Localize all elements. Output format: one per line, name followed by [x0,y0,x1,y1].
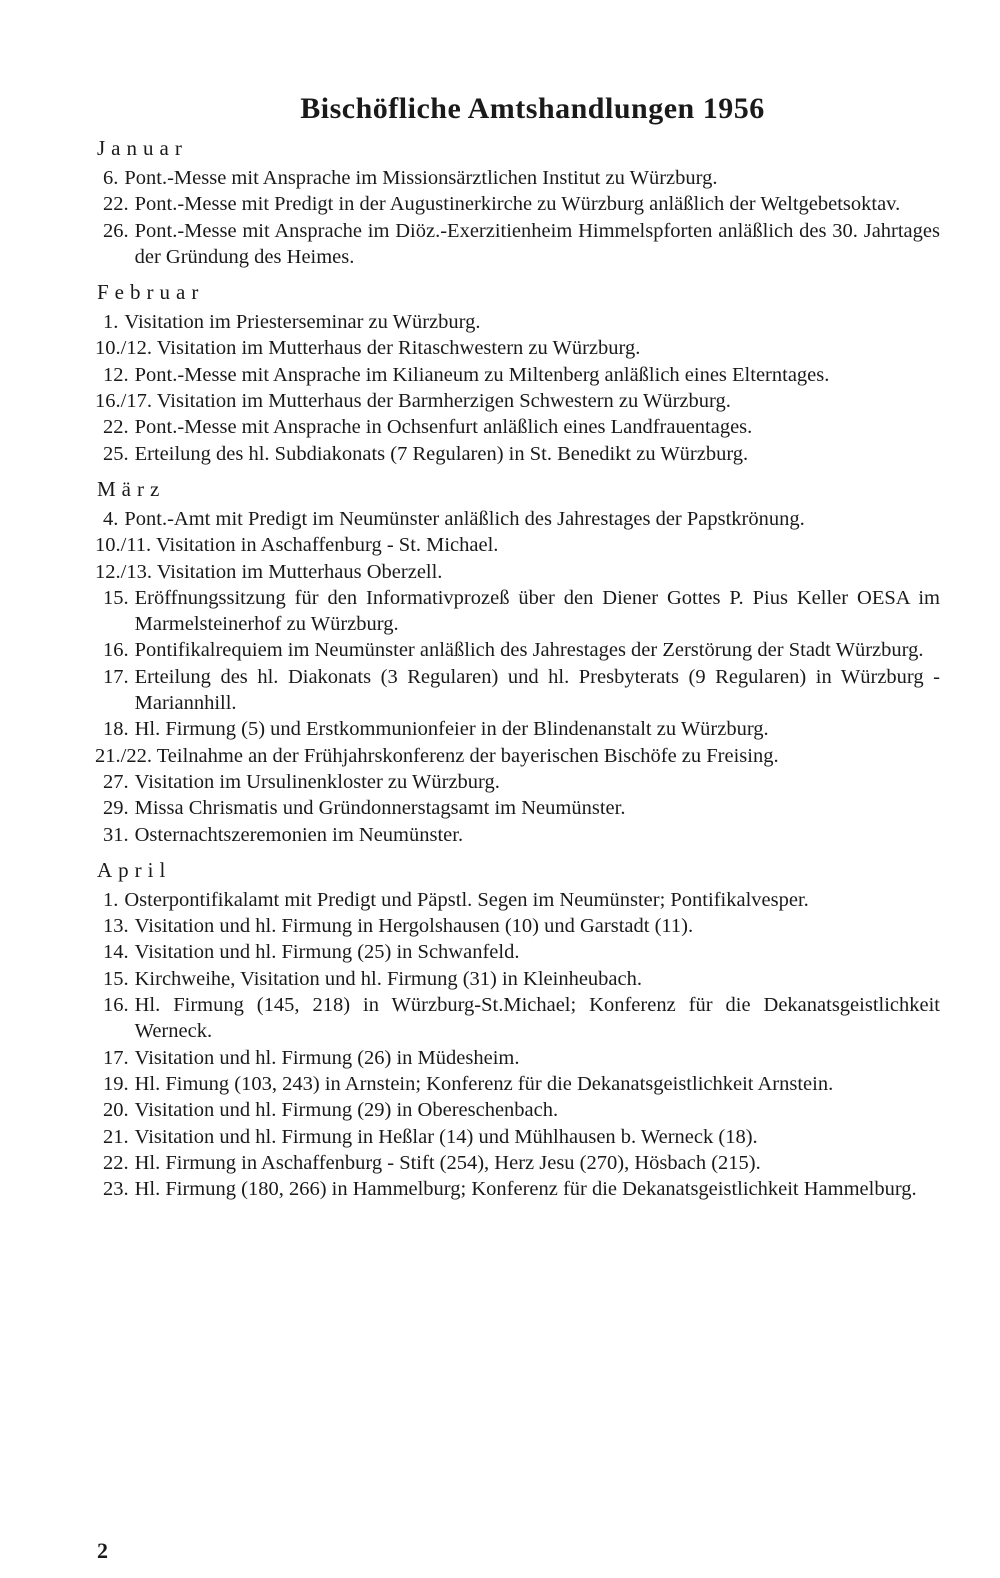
entry-text: Visitation im Ursulinenkloster zu Würzburg. [134,770,500,793]
entry-date: 22. [103,193,129,216]
entry-date: 12./13. [95,560,152,583]
entry-text: Visitation und hl. Firmung in Heßlar (14) und Mühlhausen b. Werneck (18). [134,1125,758,1148]
entry-text: Visitation und hl. Firmung (29) in Obereschenbach. [134,1099,559,1122]
entry-text: Hl. Firmung (180, 266) in Hammelburg; Konferenz für die Dekanatsgeistlichkeit Hammelburg. [134,1178,917,1201]
month-section [95,856,940,1203]
entry-date: 31. [103,823,129,846]
entry-item [95,716,940,742]
entry-item [95,1150,940,1176]
entry-item [95,664,940,717]
entry-date: 16. [103,994,129,1017]
entry-date: 20. [103,1099,129,1122]
entry-date: 1. [103,888,119,911]
month-heading: März [97,476,166,501]
entry-date: 13. [103,915,129,938]
entry-text: Pont.-Messe mit Ansprache im Kilianeum zu Miltenberg anläßlich eines Elterntages. [134,363,830,386]
entry-date: 10./11. [95,534,152,557]
month-section [95,278,940,467]
entry-item [95,309,940,335]
entry-text: Pont.-Messe mit Ansprache in Ochsenfurt anläßlich eines Landfrauentages. [134,416,753,439]
entry-date: 21. [103,1125,129,1148]
entry-text: Visitation im Priesterseminar zu Würzburg. [124,311,481,334]
entry-text: Visitation im Mutterhaus Oberzell. [156,560,443,583]
entry-date: 16. [103,639,129,662]
entry-item [95,335,940,361]
entry-date: 17. [103,665,129,688]
entry-text: Kirchweihe, Visitation und hl. Firmung (31) in Kleinheubach. [134,967,643,990]
document-page [95,92,940,1202]
entry-item [95,939,940,965]
entry-date: 17. [103,1046,129,1069]
entry-item [95,191,940,217]
entry-date: 23. [103,1178,129,1201]
entry-item [95,585,940,638]
entry-item [95,362,940,388]
entry-item [95,795,940,821]
entry-text: Hl. Fimung (103, 243) in Arnstein; Konferenz für die Dekanatsgeistlichkeit Arnstein. [134,1072,834,1095]
entry-text: Hl. Firmung (145, 218) in Würzburg-St.Michael; Konferenz für die Dekanatsgeistlichkeit Werneck. [134,994,940,1043]
entry-item [95,388,940,414]
entry-item [95,913,940,939]
entry-item [95,414,940,440]
entry-text: Osternachtszeremonien im Neumünster. [134,823,464,846]
entry-date: 26. [103,219,129,242]
entry-item [95,637,940,663]
entry-text: Hl. Firmung (5) und Erstkommunionfeier in der Blindenanstalt zu Würzburg. [134,718,769,741]
entry-item [95,218,940,271]
entry-date: 22. [103,416,129,439]
entry-text: Osterpontifikalamt mit Predigt und Päpstl. Segen im Neumünster; Pontifikalvesper. [124,888,809,911]
month-section [95,475,940,848]
entry-item [95,992,940,1045]
entry-item [95,769,940,795]
entry-text: Visitation im Mutterhaus der Barmherzigen Schwestern zu Würzburg. [156,390,731,413]
entry-item [95,1176,940,1202]
entry-item [95,887,940,913]
entry-text: Pont.-Messe mit Ansprache im Missionsärztlichen Institut zu Würzburg. [124,167,718,189]
month-section [95,134,940,270]
month-heading: Februar [97,280,205,305]
entry-date: 22. [103,1151,129,1174]
entry-item [95,966,940,992]
entry-text: Erteilung des hl. Subdiakonats (7 Regularen) in St. Benedikt zu Würzburg. [134,442,749,465]
entry-date: 4. [103,507,119,530]
entry-date: 14. [103,941,129,964]
entry-item [95,441,940,467]
entry-item [95,532,940,558]
entry-text: Visitation und hl. Firmung (26) in Müdesheim. [134,1046,520,1069]
entry-item [95,1124,940,1150]
entry-date: 19. [103,1072,129,1095]
entry-date: 25. [103,442,129,465]
entry-item [95,1097,940,1123]
page-title: Bischöfliche Amtshandlungen 1956 [300,92,765,125]
entry-date: 21./22. [95,744,152,767]
month-heading: April [97,857,172,882]
entry-text: Visitation und hl. Firmung in Hergolshausen (10) und Garstadt (11). [134,915,694,938]
entry-text: Pont.-Messe mit Predigt in der Augustinerkirche zu Würzburg anläßlich der Weltgebetsoktav. [134,193,901,216]
month-heading: Januar [97,136,188,160]
entry-item [95,1071,940,1097]
entry-text: Eröffnungssitzung für den Informativprozeß über den Diener Gottes P. Pius Keller OESA im Marmelsteinerhof zu Würzburg. [134,586,940,636]
entry-item [95,559,940,585]
entry-text: Erteilung des hl. Diakonats (3 Regularen) und hl. Presbyterats (9 Regularen) in Würzburg - Mariannhill. [134,665,940,715]
entry-text: Visitation in Aschaffenburg - St. Michael. [155,534,499,557]
entry-date: 10./12. [95,337,152,360]
month-list [95,134,940,1202]
entry-date: 12. [103,363,129,386]
entry-date: 1. [103,311,119,334]
entry-item [95,743,940,769]
entry-item [95,1045,940,1071]
entry-text: Hl. Firmung in Aschaffenburg - Stift (254), Herz Jesu (270), Hösbach (215). [134,1151,761,1174]
entry-text: Pontifikalrequiem im Neumünster anläßlich des Jahrestages der Zerstörung der Stadt Würzburg. [134,639,924,662]
entry-date: 18. [103,718,129,741]
entry-date: 15. [103,967,129,990]
entry-text: Missa Chrismatis und Gründonnerstagsamt im Neumünster. [134,797,626,820]
entry-date: 15. [103,586,129,609]
entry-date: 27. [103,770,129,793]
page-number: 2 [97,1538,108,1563]
entry-text: Teilnahme an der Frühjahrskonferenz der bayerischen Bischöfe zu Freising. [156,744,779,767]
entry-date: 29. [103,797,129,820]
entry-text: Pont.-Messe mit Ansprache im Diöz.-Exerzitienheim Himmelspforten anläßlich des 30. Jahrtages der Gründung des Heimes. [134,219,940,268]
entry-date: 16./17. [95,390,152,413]
entry-text: Pont.-Amt mit Predigt im Neumünster anläßlich des Jahrestages der Papstkrönung. [124,507,805,530]
entry-date: 6. [103,167,119,189]
entry-item [95,822,940,848]
entry-text: Visitation im Mutterhaus der Ritaschwestern zu Würzburg. [156,337,641,360]
entry-item [95,165,940,191]
entry-item [95,506,940,532]
entry-text: Visitation und hl. Firmung (25) in Schwanfeld. [134,941,520,964]
